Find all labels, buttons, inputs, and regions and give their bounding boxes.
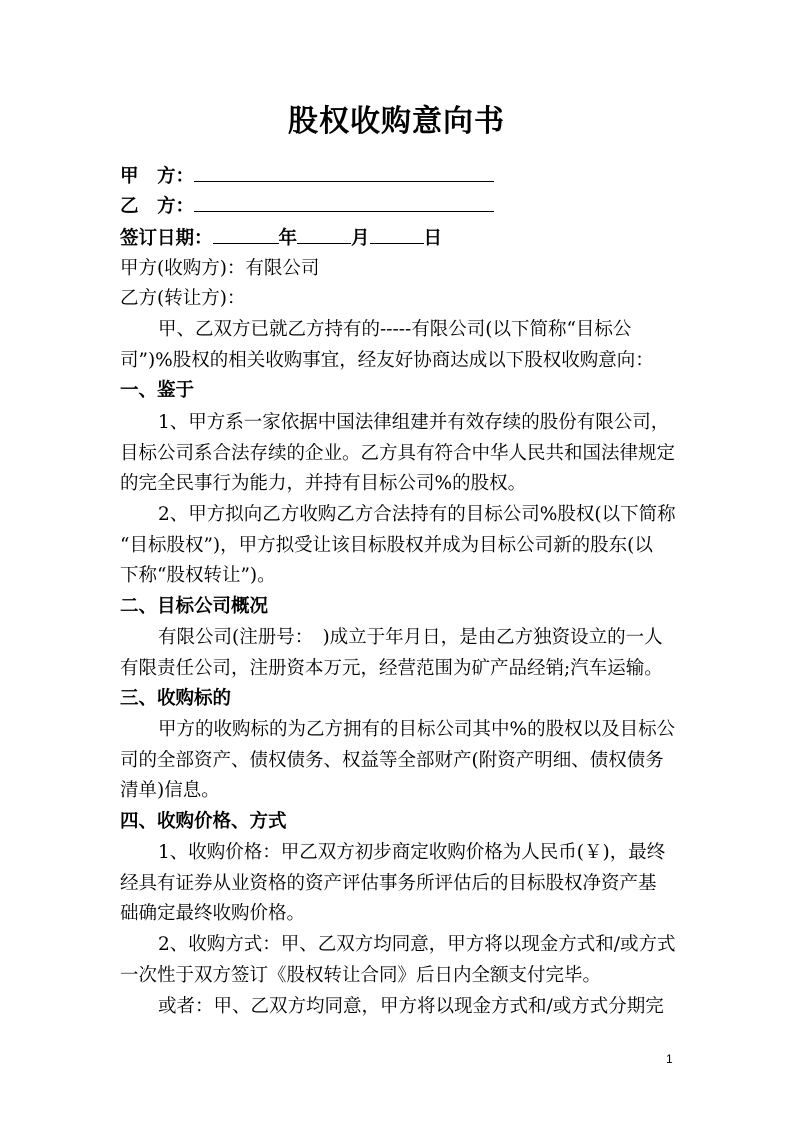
page-number: 1 (666, 1052, 673, 1066)
body-paragraph-line: 甲、乙双方已就乙方持有的-----有限公司(以下简称“目标公 (158, 319, 632, 340)
body-paragraph-line: 经具有证券从业资格的资产评估事务所评估后的目标股权净资产基 (120, 873, 657, 894)
body-paragraph-line: 或者：甲、乙双方均同意，甲方将以现金方式和/或方式分期完 (158, 996, 664, 1017)
sign-year-blank[interactable] (213, 223, 279, 244)
body-paragraph-line: 司的全部资产、债权债务、权益等全部财产(附资产明细、债权债务 (120, 750, 664, 771)
body-paragraph-line: 下称“股权转让”)。 (120, 565, 276, 586)
body-paragraph-line: 甲方的收购标的为乙方拥有的目标公司其中%的股权以及目标公 (158, 719, 676, 740)
body-paragraph-line: 础确定最终收购价格。 (120, 903, 306, 924)
body-paragraph-line: 1、收购价格：甲乙双方初步商定收购价格为人民币(￥)，最终 (158, 842, 666, 863)
party-a-field (120, 160, 680, 194)
party-b-label: 乙 方： (120, 196, 195, 217)
section-heading: 一、鉴于 (120, 380, 195, 401)
sign-date-label: 签订日期： (120, 228, 213, 249)
sign-day-unit: 日 (423, 228, 443, 249)
sign-date-field (120, 222, 680, 256)
body-paragraph-line: 司”)%股权的相关收购事宜，经友好协商达成以下股权收购意向： (120, 350, 654, 371)
body-paragraph-line: 清单)信息。 (120, 780, 220, 801)
party-a-label: 甲 方： (120, 166, 195, 187)
party-b-blank[interactable] (194, 191, 494, 212)
body-paragraph-line: 的完全民事行为能力，并持有目标公司%的股权。 (120, 473, 527, 494)
document-title: 股权收购意向书 (288, 104, 505, 139)
body-paragraph-line: 2、甲方拟向乙方收购乙方合法持有的目标公司%股权(以下简称 (158, 504, 676, 525)
party-b-description: 乙方(转让方)： (120, 288, 246, 309)
sign-month-blank[interactable] (297, 223, 351, 244)
sign-month-unit: 月 (351, 228, 370, 249)
sign-year-unit: 年 (278, 228, 298, 249)
section-heading: 二、目标公司概况 (120, 596, 269, 617)
section-heading: 四、收购价格、方式 (120, 811, 287, 832)
sign-day-blank[interactable] (370, 223, 424, 244)
party-b-field (120, 190, 680, 224)
section-heading: 三、收购标的 (120, 688, 232, 709)
party-a-blank[interactable] (194, 161, 494, 182)
body-paragraph-line: 一次性于双方签订《股权转让合同》后日内全额支付完毕。 (120, 965, 602, 986)
body-paragraph-line: 目标公司系合法存续的企业。乙方具有符合中华人民共和国法律规定 (120, 443, 676, 464)
body-paragraph-line: 1、甲方系一家依据中国法律组建并有效存续的股份有限公司， (158, 412, 670, 433)
party-a-description: 甲方(收购方)：有限公司 (120, 258, 320, 279)
body-paragraph-line: 有限公司(注册号： )成立于年月日，是由乙方独资设立的一人 (158, 627, 663, 648)
body-paragraph-line: “目标股权”)，甲方拟受让该目标股权并成为目标公司新的股东(以 (120, 535, 653, 556)
body-paragraph-line: 2、收购方式：甲、乙双方均同意，甲方将以现金方式和/或方式 (158, 934, 676, 955)
body-paragraph-line: 有限责任公司，注册资本万元，经营范围为矿产品经销;汽车运输。 (120, 658, 663, 679)
